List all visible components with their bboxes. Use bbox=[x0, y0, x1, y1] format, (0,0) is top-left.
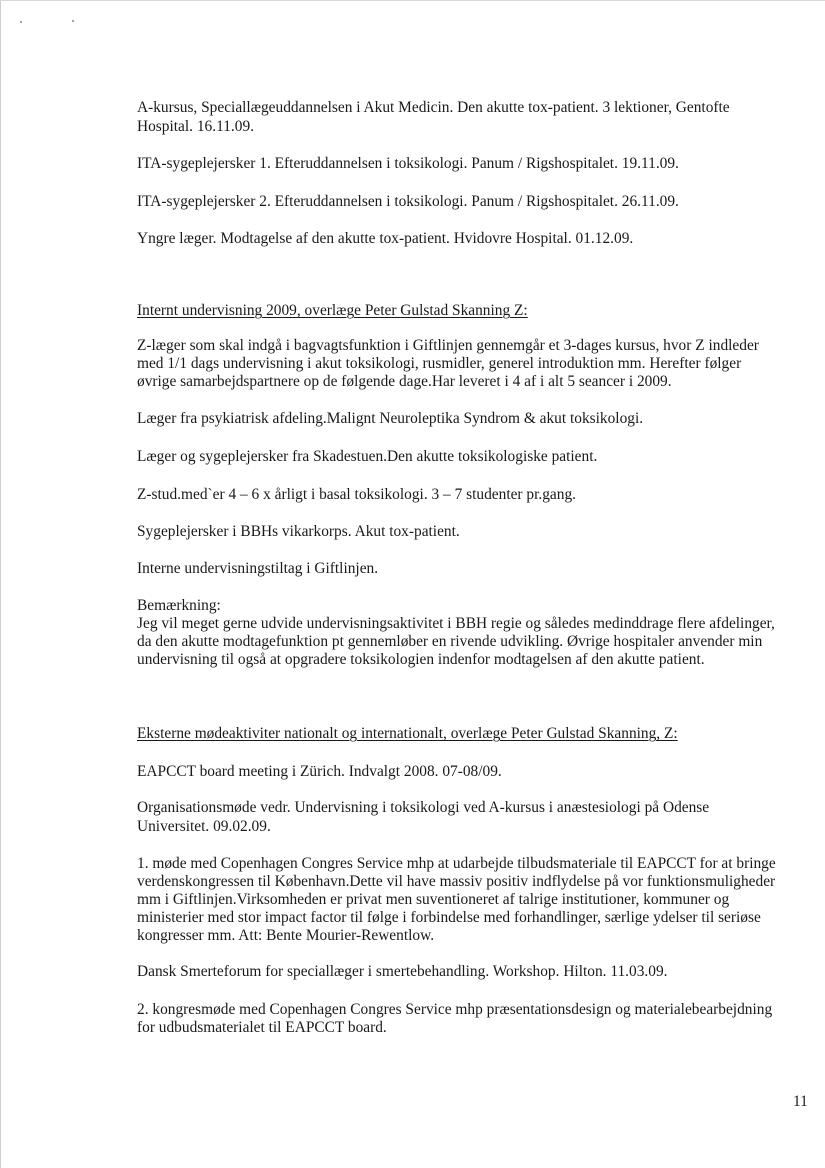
paragraph-line: verdenskongressen til København.Dette vil have massiv positiv indflydelse på vor funktionsmuligheder bbox=[137, 873, 776, 890]
paragraph-line: Jeg vil meget gerne udvide undervisningsaktivitet i BBH regie og således medinddrage flere afdelinger, bbox=[137, 615, 775, 632]
paragraph-line: da den akutte modtagefunktion pt gennemløber en rivende udvikling. Øvrige hospitaler anvender min bbox=[137, 633, 763, 650]
paragraph-line: Organisationsmøde vedr. Undervisning i toksikologi ved A-kursus i anæstesiologi på Odense bbox=[137, 799, 710, 816]
paragraph-line: kongresser mm. Att: Bente Mourier-Rewentlow. bbox=[137, 927, 435, 944]
paragraph-line: Læger fra psykiatrisk afdeling.Malignt Neuroleptika Syndrom & akut toksikologi. bbox=[137, 410, 644, 427]
paragraph-line: ITA-sygeplejersker 2. Efteruddannelsen i toksikologi. Panum / Rigshospitalet. 26.11.09. bbox=[137, 193, 679, 210]
paragraph-line: Hospital. 16.11.09. bbox=[137, 118, 254, 135]
scan-edge bbox=[0, 0, 1, 1168]
paragraph-line: Dansk Smerteforum for speciallæger i smertebehandling. Workshop. Hilton. 11.03.09. bbox=[137, 963, 668, 980]
paragraph-line: 1. møde med Copenhagen Congres Service mhp at udarbejde tilbudsmateriale til EAPCCT for at bringe bbox=[137, 855, 776, 872]
paragraph-line: Sygeplejersker i BBHs vikarkorps. Akut tox-patient. bbox=[137, 523, 460, 540]
section-heading-external-meetings: Eksterne mødeaktiviter nationalt og internationalt, overlæge Peter Gulstad Skanning, Z: bbox=[137, 725, 678, 742]
paragraph-line: A-kursus, Speciallægeuddannelsen i Akut Medicin. Den akutte tox-patient. 3 lektioner, Gentofte bbox=[137, 99, 730, 116]
scan-speck bbox=[20, 21, 22, 23]
paragraph-line: ministerier med stor impact factor til følge i forbindelse med forhandlinger, særlige ydelser til seriøse bbox=[137, 909, 761, 926]
paragraph-line: Læger og sygeplejersker fra Skadestuen.Den akutte toksikologiske patient. bbox=[137, 448, 598, 465]
remark-label: Bemærkning: bbox=[137, 597, 221, 614]
paragraph-line: 2. kongresmøde med Copenhagen Congres Service mhp præsentationsdesign og materialebearbejdning bbox=[137, 1001, 773, 1018]
paragraph-line: mm i Giftlinjen.Virksomheden er privat men suventioneret af talrige institutioner, kommuner og bbox=[137, 891, 730, 908]
paragraph-line: undervisning til også at opgradere toksikologien indenfor modtagelsen af den akutte patient. bbox=[137, 651, 705, 668]
paragraph-line: Z-læger som skal indgå i bagvagtsfunktion i Giftlinjen gennemgår et 3-dages kursus, hvor Z indleder bbox=[137, 337, 759, 354]
paragraph-line: ITA-sygeplejersker 1. Efteruddannelsen i toksikologi. Panum / Rigshospitalet. 19.11.09. bbox=[137, 155, 679, 172]
paragraph-line: øvrige samarbejdspartnere op de følgende dage.Har leveret i 4 af i alt 5 seancer i 2009. bbox=[137, 373, 672, 390]
paragraph-line: Z-stud.med`er 4 – 6 x årligt i basal toksikologi. 3 – 7 studenter pr.gang. bbox=[137, 486, 576, 503]
page-number: 11 bbox=[793, 1093, 808, 1110]
paragraph-line: med 1/1 dags undervisning i akut toksikologi, rusmidler, generel introduktion mm. Herefter følger bbox=[137, 355, 742, 372]
paragraph-line: for udbudsmaterialet til EAPCCT board. bbox=[137, 1019, 387, 1036]
paragraph-line: Universitet. 09.02.09. bbox=[137, 818, 271, 835]
paragraph-line: Yngre læger. Modtagelse af den akutte tox-patient. Hvidovre Hospital. 01.12.09. bbox=[137, 230, 634, 247]
paragraph-line: Interne undervisningstiltag i Giftlinjen. bbox=[137, 560, 379, 577]
paragraph-line: EAPCCT board meeting i Zürich. Indvalgt 2008. 07-08/09. bbox=[137, 763, 502, 780]
section-heading-internal-teaching: Internt undervisning 2009, overlæge Peter Gulstad Skanning Z: bbox=[137, 302, 528, 319]
scan-speck bbox=[72, 20, 74, 22]
scan-top-edge bbox=[0, 0, 825, 1]
